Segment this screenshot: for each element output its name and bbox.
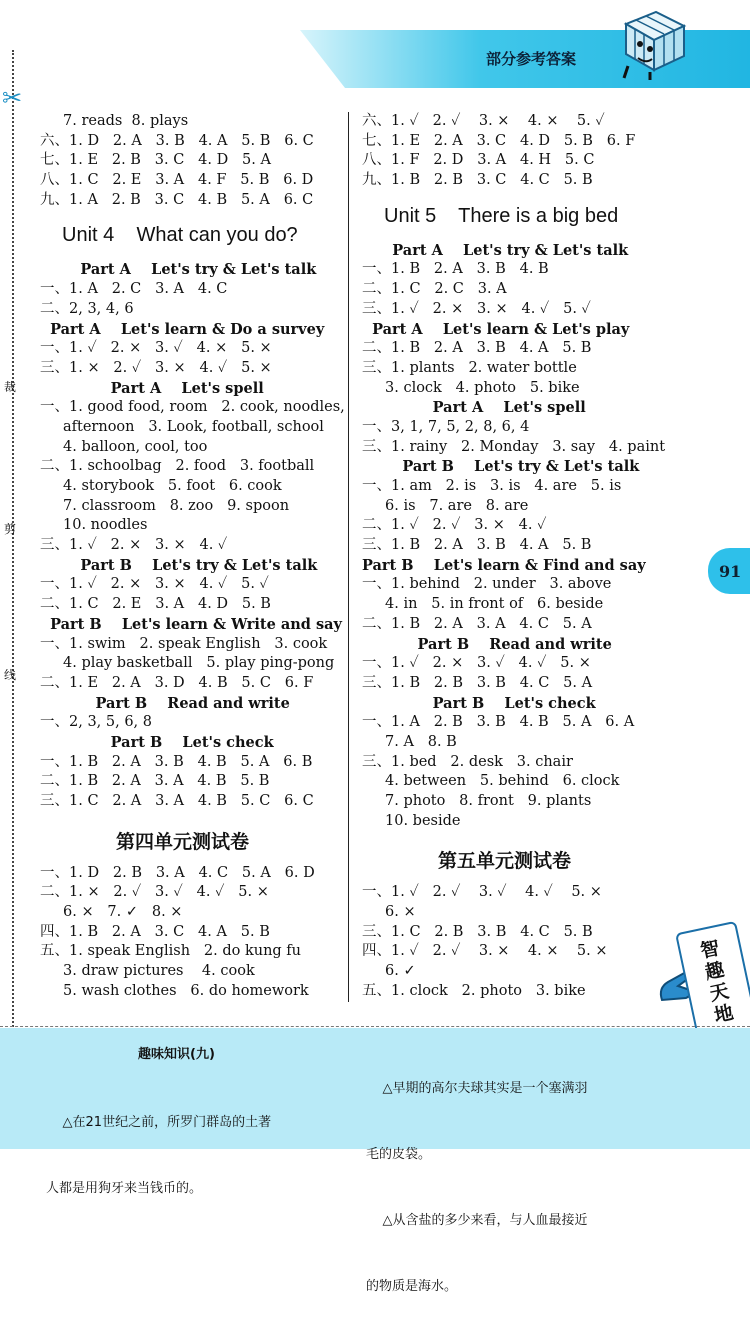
footer-divider <box>0 1026 750 1027</box>
answer-line: 6. × <box>385 904 416 921</box>
fun-fact-right-line: △从含盐的多少来看，与人血最接近 <box>366 1213 588 1228</box>
fun-facts-title: 趣味知识(九) <box>138 1047 215 1062</box>
answer-line: 7. A 8. B <box>385 733 457 750</box>
answer-line: 三、1. ✓ 2. × 3. × 4. ✓ 5. ✓ <box>362 300 591 317</box>
part-heading: Part A Let's try & Let's talk <box>362 241 629 259</box>
part-heading: Part A Let's learn & Let's play <box>362 320 630 338</box>
part-heading: Part B Let's check <box>362 694 596 712</box>
answer-line: 一、1. A 2. C 3. A 4. C <box>40 281 228 298</box>
answer-line: 三、1. × 2. ✓ 3. × 4. ✓ 5. × <box>40 359 272 376</box>
answer-line: 三、1. B 2. B 3. B 4. C 5. A <box>362 674 593 691</box>
answer-line: 6. is 7. are 8. are <box>385 497 529 514</box>
answer-line: 三、1. C 2. B 3. B 4. C 5. B <box>362 923 593 940</box>
answer-line: 7. reads 8. plays <box>63 113 189 129</box>
answer-line: 七、1. E 2. B 3. C 4. D 5. A <box>40 152 271 169</box>
answer-line: 10. noodles <box>63 517 148 534</box>
answer-line: 一、1. good food, room 2. cook, noodles, <box>40 399 345 416</box>
page-header-title: 部分参考答案 <box>486 50 577 68</box>
answer-line: 一、1. D 2. B 3. A 4. C 5. A 6. D <box>40 864 315 881</box>
part-heading: Part B Read and write <box>40 694 290 712</box>
answer-line: 一、1. ✓ 2. × 3. × 4. ✓ 5. ✓ <box>40 576 269 593</box>
answer-line: 7. classroom 8. zoo 9. spoon <box>63 497 290 514</box>
answer-line: 九、1. B 2. B 3. C 4. C 5. B <box>362 172 593 189</box>
answer-line: 一、1. behind 2. under 3. above <box>362 576 612 593</box>
answer-line: 九、1. A 2. B 3. C 4. B 5. A 6. C <box>40 191 314 208</box>
scissors-icon: ✂ <box>2 84 23 112</box>
part-heading: Part B Let's try & Let's talk <box>362 458 640 476</box>
answer-line: 三、1. B 2. A 3. B 4. A 5. B <box>362 537 592 554</box>
part-heading: Part B Let's learn & Write and say <box>40 615 342 633</box>
answer-line: 一、1. am 2. is 3. is 4. are 5. is <box>362 478 622 494</box>
answer-line: 7. photo 8. front 9. plants <box>385 793 592 809</box>
fun-fact-left-line: 人都是用狗牙来当钱币的。 <box>46 1181 203 1196</box>
answer-column-left <box>40 112 345 1002</box>
answer-line: afternoon 3. Look, football, school <box>63 418 324 435</box>
cut-mark-1: 裁 <box>4 380 17 394</box>
answer-line: 二、1. × 2. ✓ 3. ✓ 4. ✓ 5. × <box>40 884 269 901</box>
answer-line: 六、1. ✓ 2. ✓ 3. × 4. × 5. ✓ <box>362 113 605 129</box>
column-divider <box>348 112 349 1002</box>
part-heading: Part A Let's spell <box>40 379 264 397</box>
answer-column-right <box>362 112 666 1002</box>
badge-label: 智趣天地 <box>698 936 736 1028</box>
cut-line <box>12 50 14 1050</box>
answer-line: 二、1. ✓ 2. ✓ 3. × 4. ✓ <box>362 517 547 534</box>
answer-line: 6. × 7. ✓ 8. × <box>63 904 183 921</box>
answer-line: 4. in 5. in front of 6. beside <box>385 596 604 613</box>
answer-line: 八、1. C 2. E 3. A 4. F 5. B 6. D <box>40 172 314 189</box>
answer-line: 二、1. B 2. A 3. A 4. C 5. A <box>362 615 592 632</box>
answer-line: 五、1. clock 2. photo 3. bike <box>362 982 586 999</box>
answer-line: 一、1. B 2. A 3. B 4. B 5. A 6. B <box>40 753 313 770</box>
fun-fact-right <box>366 1034 588 1320</box>
answer-line: 10. beside <box>385 812 461 829</box>
answer-line: 三、1. bed 2. desk 3. chair <box>362 753 573 770</box>
part-heading: Part B Read and write <box>362 635 612 653</box>
fun-fact-left <box>46 1068 271 1222</box>
answer-line: 二、1. schoolbag 2. food 3. football <box>40 458 315 475</box>
answer-line: 三、1. ✓ 2. × 3. × 4. ✓ <box>40 537 228 554</box>
answer-line: 二、1. B 2. A 3. A 4. B 5. B <box>40 773 270 790</box>
answer-line: 二、2, 3, 4, 6 <box>40 300 134 317</box>
answer-line: 一、1. ✓ 2. × 3. ✓ 4. × 5. × <box>40 340 272 357</box>
answer-line: 一、1. A 2. B 3. B 4. B 5. A 6. A <box>362 714 635 731</box>
answer-line: 一、1. ✓ 2. ✓ 3. ✓ 4. ✓ 5. × <box>362 884 602 901</box>
answer-line: 二、1. C 2. C 3. A <box>362 281 507 298</box>
unit-heading: Unit 5 There is a big bed <box>384 204 619 227</box>
part-heading: Part A Let's try & Let's talk <box>40 261 317 279</box>
answer-line: 4. balloon, cool, too <box>63 438 208 455</box>
answer-line: 四、1. B 2. A 3. C 4. A 5. B <box>40 923 270 940</box>
unit-test-heading: 第五单元测试卷 <box>438 850 572 873</box>
rubik-cube-mascot-icon <box>616 4 690 82</box>
answer-line: 三、1. rainy 2. Monday 3. say 4. paint <box>362 438 666 455</box>
answer-line: 二、1. C 2. E 3. A 4. D 5. B <box>40 596 271 613</box>
page-number: 91 <box>719 562 742 581</box>
answer-line: 3. clock 4. photo 5. bike <box>385 379 580 396</box>
answer-line: 八、1. F 2. D 3. A 4. H 5. C <box>362 152 595 169</box>
answer-line: 四、1. ✓ 2. ✓ 3. × 4. × 5. × <box>362 943 608 960</box>
answer-line: 三、1. plants 2. water bottle <box>362 359 577 376</box>
answer-line: 4. between 5. behind 6. clock <box>385 773 620 790</box>
answer-line: 4. storybook 5. foot 6. cook <box>63 478 282 494</box>
answer-line: 一、1. swim 2. speak English 3. cook <box>40 635 328 652</box>
part-heading: Part A Let's learn & Do a survey <box>40 320 325 338</box>
fun-fact-right-line: 的物质是海水。 <box>366 1279 458 1294</box>
answer-line: 一、1. ✓ 2. × 3. ✓ 4. ✓ 5. × <box>362 655 591 672</box>
fun-fact-right-line: 毛的皮袋。 <box>366 1147 432 1162</box>
part-heading: Part B Let's learn & Find and say <box>362 556 646 574</box>
unit-test-heading: 第四单元测试卷 <box>116 830 250 853</box>
cut-mark-2: 剪 <box>4 522 17 536</box>
answer-line: 一、2, 3, 5, 6, 8 <box>40 714 152 731</box>
fun-fact-left-line: △在21世纪之前，所罗门群岛的土著 <box>46 1115 272 1130</box>
part-heading: Part A Let's spell <box>362 399 586 417</box>
answer-line: 一、3, 1, 7, 5, 2, 8, 6, 4 <box>362 418 530 435</box>
answer-line: 三、1. C 2. A 3. A 4. B 5. C 6. C <box>40 793 314 809</box>
answer-line: 6. ✓ <box>385 963 416 980</box>
part-heading: Part B Let's try & Let's talk <box>40 556 318 574</box>
answer-line: 二、1. B 2. A 3. B 4. A 5. B <box>362 340 592 357</box>
answer-line: 七、1. E 2. A 3. C 4. D 5. B 6. F <box>362 132 636 149</box>
answer-line: 一、1. B 2. A 3. B 4. B <box>362 261 549 278</box>
answer-line: 3. draw pictures 4. cook <box>63 963 255 980</box>
part-heading: Part B Let's check <box>40 733 274 751</box>
fun-corner-badge <box>675 921 750 1043</box>
answer-line: 4. play basketball 5. play ping-pong <box>63 655 335 672</box>
unit-heading: Unit 4 What can you do? <box>62 224 298 247</box>
answer-line: 六、1. D 2. A 3. B 4. A 5. B 6. C <box>40 132 314 149</box>
fun-fact-right-line: △早期的高尔夫球其实是一个塞满羽 <box>366 1081 588 1096</box>
cut-mark-3: 线 <box>4 668 17 682</box>
answer-line: 五、1. speak English 2. do kung fu <box>40 943 301 960</box>
answer-line: 5. wash clothes 6. do homework <box>63 982 309 999</box>
answer-line: 二、1. E 2. A 3. D 4. B 5. C 6. F <box>40 674 314 691</box>
